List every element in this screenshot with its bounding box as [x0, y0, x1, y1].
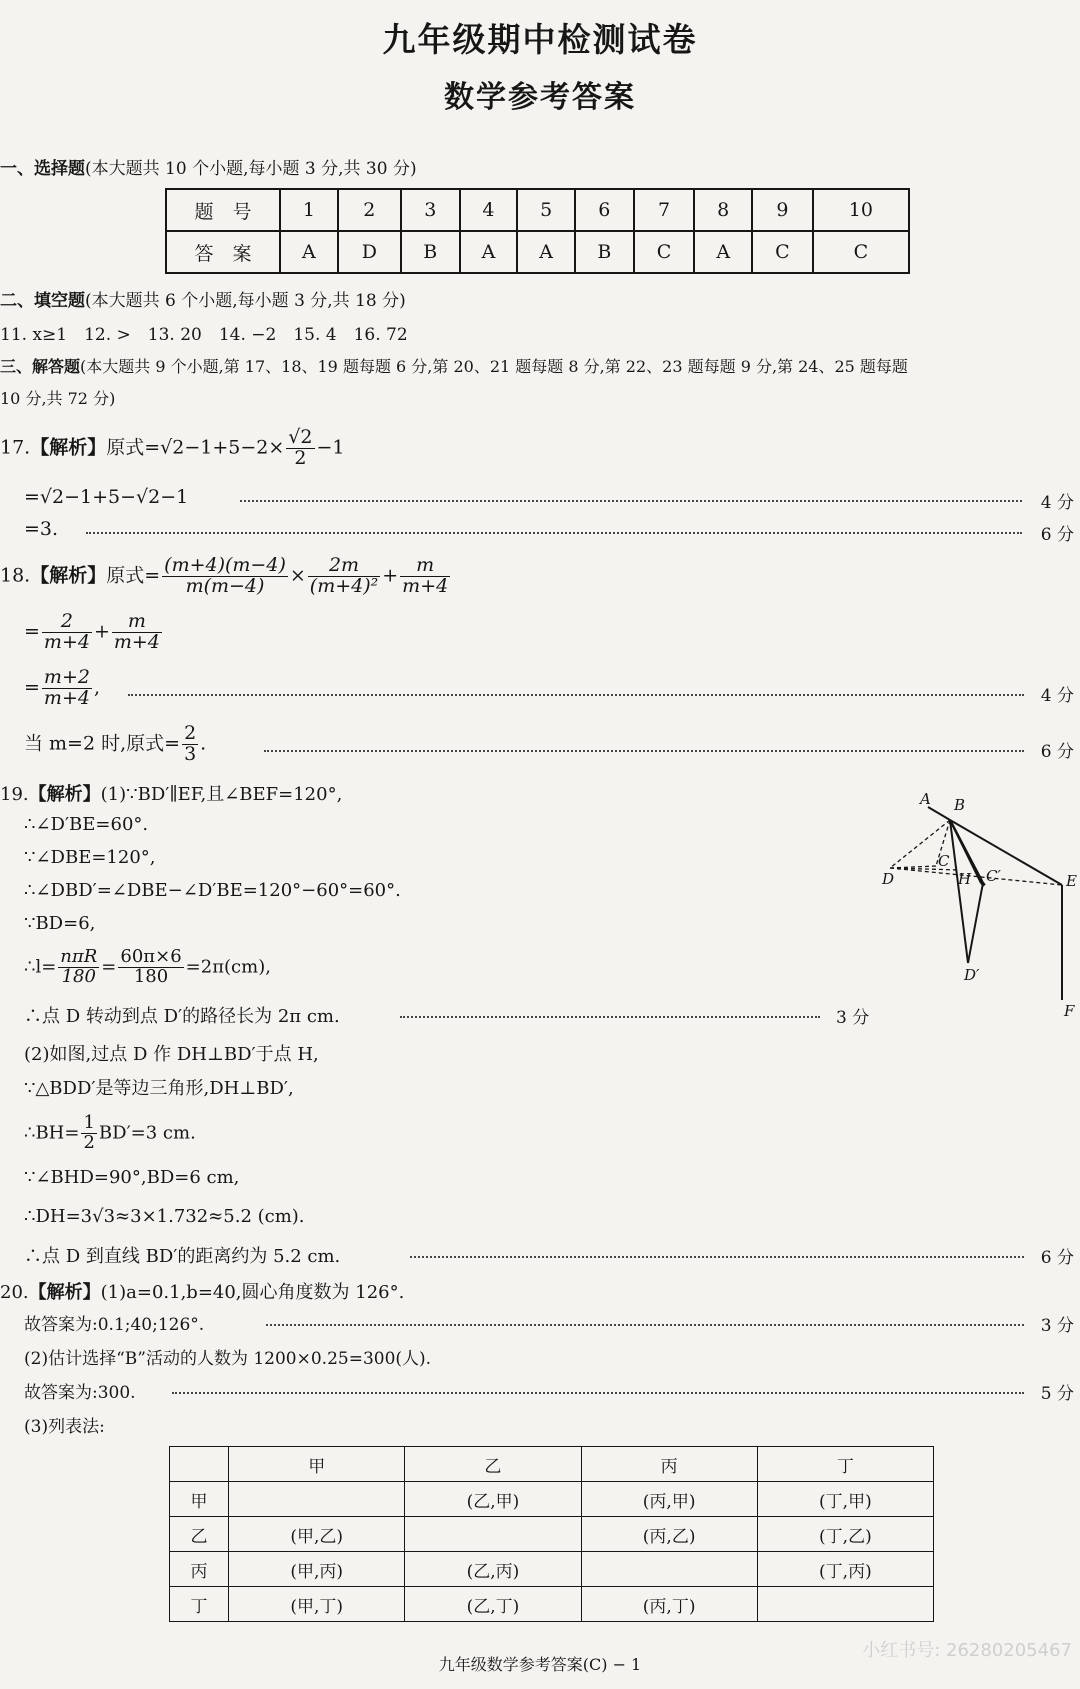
fraction-denominator: (m+4)² [309, 574, 379, 597]
question-number: 2 [338, 189, 401, 231]
line-Cp-Dp [968, 883, 983, 963]
table-cell: (甲,丙) [229, 1552, 405, 1587]
choice-answer: D [338, 231, 401, 273]
q20-tag: 【解析】 [28, 1282, 101, 1303]
q19-line2: ∴∠D′BE=60°. [24, 814, 149, 835]
fraction-denominator: m+4 [43, 686, 90, 709]
leader-dots [240, 500, 1022, 502]
label-H: H [958, 870, 972, 888]
leader-dots [266, 1324, 1024, 1326]
fraction-numerator: nπR [60, 946, 98, 967]
fraction-denominator: 2 [83, 1131, 95, 1153]
table-header-cell: 丙 [581, 1447, 757, 1482]
fraction-numerator: √2 [288, 426, 313, 448]
q20-outcome-table [169, 1446, 934, 1622]
table-cell: (丙,甲) [581, 1482, 757, 1517]
q18-line2: = $\frac{2}{m+4}$ + $\frac{m}{m+4}$ [24, 610, 160, 653]
q18-line4-fraction [182, 724, 198, 765]
fraction-denominator: 180 [133, 965, 169, 987]
q17-tag: 【解析】 [30, 436, 107, 459]
q17-score1: 4 分 [1040, 493, 1074, 513]
q19-geometry-figure [880, 780, 1080, 1020]
label-B: B [954, 796, 966, 814]
table-cell: (丁,丙) [757, 1552, 933, 1587]
q18-score2: 6 分 [1040, 742, 1074, 762]
fraction-numerator: 2m [308, 556, 380, 577]
table-cell: (丁,甲) [757, 1482, 933, 1517]
section3-heading [0, 354, 908, 377]
section3-note-cont: 10 分,共 72 分) [0, 389, 116, 408]
question-number: 1 [280, 189, 338, 231]
question-number: 3 [401, 189, 460, 231]
q18-label: 18. [0, 564, 31, 587]
table-row [170, 1552, 934, 1587]
leader-dots [410, 1256, 1024, 1258]
table-row-label: 答 案 [166, 231, 280, 273]
q17-line1 [0, 428, 345, 469]
q17-expr: 原式=√2−1+5−2× [106, 436, 285, 459]
q20-text: (1)a=0.1,b=40,圆心角度数为 126°. [100, 1282, 405, 1303]
q19-line5: ∵BD=6, [24, 913, 96, 934]
watermark: 小红书号: 26280205467 [862, 1640, 1072, 1661]
table-cell: (甲,乙) [229, 1517, 405, 1552]
q19-label: 19. [0, 784, 29, 805]
fill-in-answers: 11. x≥1 12. > 13. 20 14. −2 15. 4 16. 72 [0, 325, 408, 345]
table-row [170, 1517, 934, 1552]
fraction-numerator: (m+4)(m−4) [164, 554, 286, 576]
q17-line2: =√2−1+5−√2−1 [24, 486, 189, 508]
q18-score1: 4 分 [1040, 686, 1074, 706]
choice-number-row [166, 189, 909, 231]
page-footer: 九年级数学参考答案(C) − 1 [438, 1655, 642, 1674]
label-D-prime: D′ [964, 966, 980, 984]
label-F: F [1064, 1002, 1075, 1020]
q17-label: 17. [0, 436, 31, 459]
q19-line13: ∴点 D 到直线 BD′的距离约为 5.2 cm. [24, 1246, 341, 1267]
question-number: 8 [694, 189, 752, 231]
q19-line10 [24, 1114, 196, 1153]
section1-title: 一、选择题 [0, 159, 85, 179]
q19-line10-tail: BD′=3 cm. [98, 1122, 196, 1144]
page-subtitle: 数学参考答案 [444, 80, 636, 115]
q19-arc-fraction1 [58, 948, 99, 987]
label-A: A [920, 790, 931, 808]
page-title: 九年级期中检测试卷 [382, 20, 698, 59]
table-cell [405, 1517, 581, 1552]
q19-line10-prefix: ∴BH= [24, 1122, 80, 1144]
choice-answer: C [634, 231, 695, 273]
q20-line1 [0, 1278, 404, 1304]
q19-line4: ∴∠DBD′=∠DBE−∠D′BE=120°−60°=60°. [24, 880, 401, 901]
q18-line4: 当 m=2 时,原式= $\frac{2}{3}$ . [24, 722, 207, 765]
q19-line3: ∵∠DBE=120°, [24, 847, 156, 868]
section1-heading [0, 154, 417, 179]
q18-fraction2 [308, 556, 380, 597]
q19-line9: ∵△BDD′是等边三角形,DH⊥BD′, [24, 1078, 294, 1099]
choice-answer: B [401, 231, 460, 273]
q20-score1: 3 分 [1040, 1316, 1074, 1336]
fraction-denominator: m(m−4) [185, 574, 265, 597]
table-cell: (丙,乙) [581, 1517, 757, 1552]
q18-line3: = $\frac{m+2}{m+4}$ , [24, 666, 100, 709]
choice-answer: A [280, 231, 338, 273]
q19-line8: (2)如图,过点 D 作 DH⊥BD′于点 H, [24, 1044, 319, 1065]
question-number: 7 [634, 189, 695, 231]
q18-line4-prefix: 当 m=2 时,原式= [24, 732, 181, 755]
choice-answer-row [166, 231, 909, 273]
q19-arc-fraction2 [118, 948, 183, 987]
q19-line7: ∴点 D 转动到点 D′的路径长为 2π cm. [24, 1006, 340, 1027]
leader-dots [128, 694, 1024, 696]
fraction-denominator: m+4 [43, 630, 90, 653]
table-header-cell: 乙 [405, 1447, 581, 1482]
fraction-denominator: 180 [61, 965, 96, 987]
table-cell: 丙 [170, 1552, 229, 1587]
fraction-numerator: m [400, 556, 450, 577]
choice-answer: A [694, 231, 752, 273]
q18-fraction1 [162, 556, 288, 597]
section2-note: (本大题共 6 个小题,每小题 3 分,共 18 分) [85, 291, 406, 311]
choice-answer-table [165, 188, 910, 274]
section1-note: (本大题共 10 个小题,每小题 3 分,共 30 分) [85, 159, 417, 179]
leader-dots [400, 1016, 820, 1018]
fraction-numerator: m+2 [43, 666, 90, 688]
question-number: 6 [575, 189, 634, 231]
q18-line2-fraction1 [42, 612, 92, 653]
section3-note: (本大题共 9 个小题,第 17、18、19 题每题 6 分,第 20、21 题每题 8 分,第 22、23 题每题 9 分,第 24、25 题每题 [80, 357, 908, 376]
fraction-denominator: 2 [294, 446, 307, 469]
q20-line3: (2)估计选择“B”活动的人数为 1200×0.25=300(人). [24, 1349, 432, 1369]
fraction-numerator: 2 [184, 722, 197, 744]
q19-line1 [0, 780, 342, 806]
fraction-denominator: m+4 [113, 630, 160, 653]
line-DC [890, 866, 936, 868]
fraction-numerator: 1 [83, 1112, 95, 1133]
table-cell [229, 1482, 405, 1517]
q19-tag: 【解析】 [28, 784, 101, 805]
table-row [170, 1482, 934, 1517]
label-D: D [882, 870, 895, 888]
q19-score1: 3 分 [836, 1008, 870, 1028]
section2-title: 二、填空题 [0, 291, 85, 311]
q19-line11: ∵∠BHD=90°,BD=6 cm, [24, 1167, 240, 1188]
question-number: 4 [460, 189, 518, 231]
fraction-numerator: m [112, 612, 162, 633]
q19-line6-tail: =2π(cm), [185, 956, 271, 978]
line-AB [928, 807, 950, 820]
fraction-numerator: 60π×6 [120, 946, 182, 967]
leader-dots [86, 532, 1022, 534]
fraction-denominator: m+4 [402, 574, 449, 597]
table-cell: (甲,丁) [229, 1587, 405, 1622]
table-header-cell [170, 1447, 229, 1482]
line-B-Dp [950, 820, 968, 963]
choice-answer: B [575, 231, 634, 273]
q18-tag: 【解析】 [30, 564, 107, 587]
table-cell: (丁,乙) [757, 1517, 933, 1552]
label-C: C [938, 852, 950, 870]
table-header-row [170, 1447, 934, 1482]
table-cell: (乙,丁) [405, 1587, 581, 1622]
question-number: 10 [813, 189, 909, 231]
section3-title: 三、解答题 [0, 357, 81, 376]
table-cell [757, 1587, 933, 1622]
q19-line6: ∴l= $\frac{\text{nπR}}{180}$ = $\frac{60\pi\times 6}{180}$ =2π(cm), [24, 946, 271, 987]
q18-fraction3 [400, 556, 450, 597]
choice-answer: C [813, 231, 909, 273]
fraction-numerator: 2 [42, 612, 92, 633]
q17-line3: =3. [24, 518, 59, 540]
q20-score2: 5 分 [1040, 1384, 1074, 1404]
q20-label: 20. [0, 1282, 29, 1303]
q20-line2: 故答案为:0.1;40;126°. [24, 1315, 205, 1335]
table-cell: 乙 [170, 1517, 229, 1552]
table-header-cell: 丁 [757, 1447, 933, 1482]
question-number: 9 [752, 189, 813, 231]
q17-expr-tail: −1 [316, 436, 345, 459]
table-cell: (乙,丙) [405, 1552, 581, 1587]
section2-heading [0, 286, 406, 311]
q18-line3-fraction [42, 668, 92, 709]
q19-score2: 6 分 [1040, 1248, 1074, 1268]
q19-line12: ∴DH=3√3≈3×1.732≈5.2 (cm). [24, 1206, 305, 1227]
q20-line5: (3)列表法: [24, 1417, 105, 1437]
q19-line6-prefix: ∴l= [24, 956, 57, 978]
q19-text: (1)∵BD′∥EF,且∠BEF=120°, [100, 784, 343, 805]
leader-dots [264, 750, 1024, 752]
choice-answer: C [752, 231, 813, 273]
table-cell: (丙,丁) [581, 1587, 757, 1622]
table-cell: 甲 [170, 1482, 229, 1517]
q20-line4: 故答案为:300. [24, 1383, 136, 1403]
table-header-cell: 甲 [229, 1447, 405, 1482]
table-row-label: 题 号 [166, 189, 280, 231]
fraction-denominator: 3 [184, 742, 197, 765]
question-number: 5 [517, 189, 575, 231]
leader-dots [172, 1392, 1024, 1394]
table-row [170, 1587, 934, 1622]
q19-half-fraction [81, 1114, 96, 1153]
choice-answer: A [460, 231, 518, 273]
q18-line1: 18.【解析】原式= $\frac{(m+4)(m-4)}{m(m-4)}$ × $\frac{2m}{\text{(m+4)²}}$ + $\frac{m}{m+4}$ [0, 554, 449, 597]
q18-expr-prefix: 原式= [106, 564, 161, 587]
label-E: E [1066, 872, 1077, 890]
q18-line2-fraction2 [112, 612, 162, 653]
table-cell: (乙,甲) [405, 1482, 581, 1517]
table-cell: 丁 [170, 1587, 229, 1622]
q17-score2: 6 分 [1040, 525, 1074, 545]
table-cell [581, 1552, 757, 1587]
choice-answer: A [517, 231, 575, 273]
label-C-prime: C′ [986, 867, 1001, 885]
q17-fraction [286, 428, 314, 469]
